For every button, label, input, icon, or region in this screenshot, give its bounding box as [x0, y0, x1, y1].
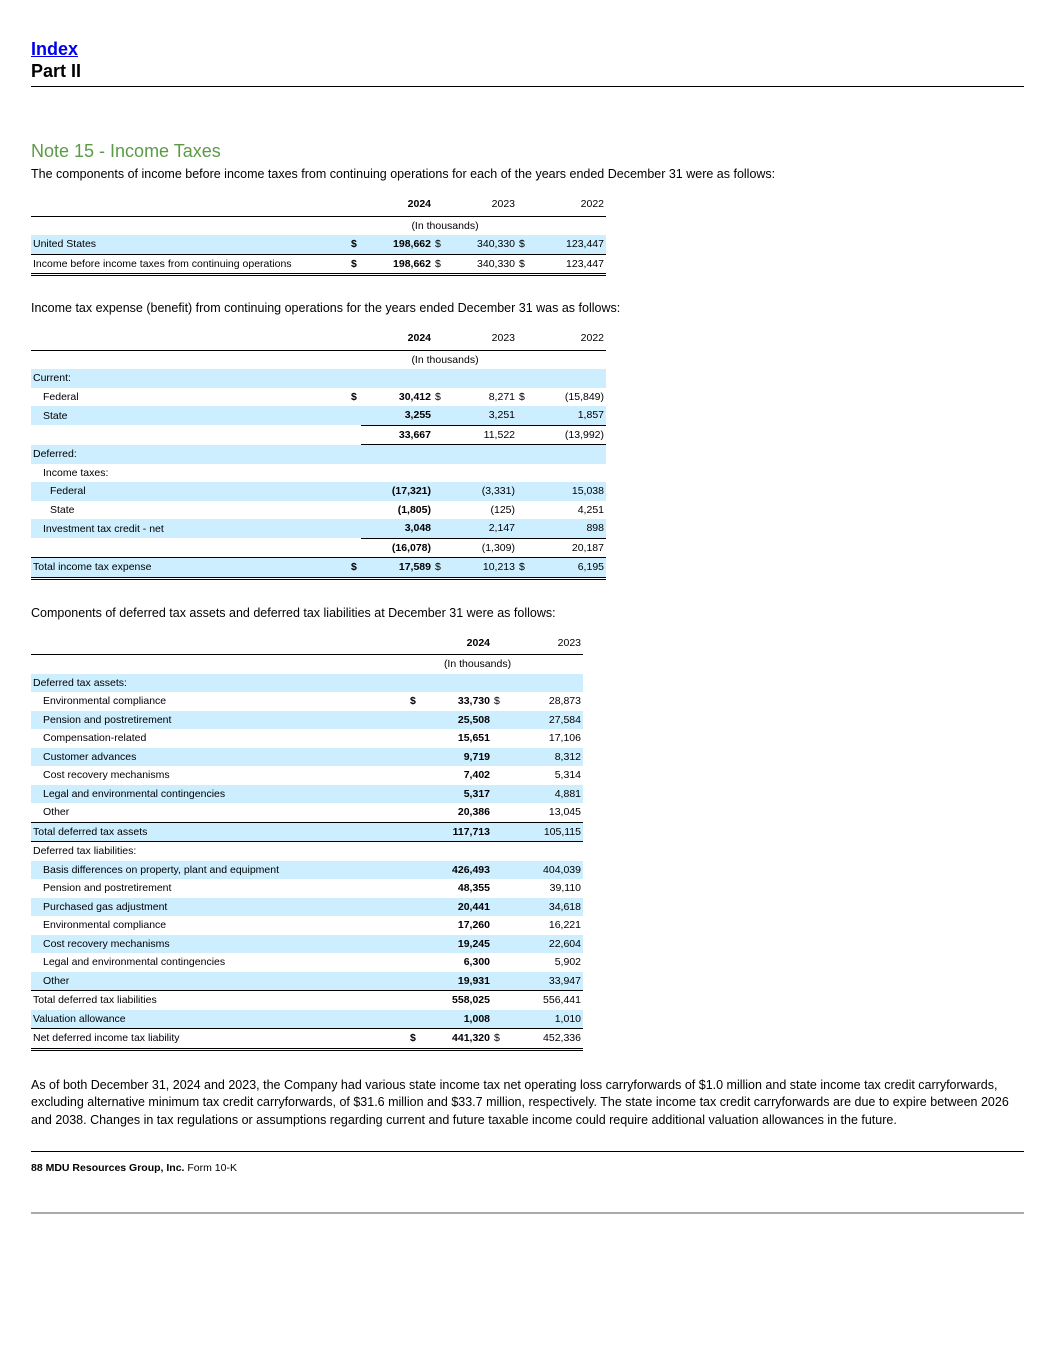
units-label: (In thousands) [443, 658, 512, 671]
section-row [31, 369, 606, 388]
table-row [31, 711, 583, 730]
dollar-sign: $ [492, 1029, 504, 1050]
table-row [31, 972, 583, 991]
dollar-sign: $ [410, 695, 416, 708]
row-label: Other [31, 972, 408, 991]
year-header: 2024 [420, 634, 492, 655]
footer-divider [31, 1151, 1024, 1152]
year-header: 2024 [361, 195, 433, 216]
table-row [31, 861, 583, 880]
table3-intro: Components of deferred tax assets and deferred tax liabilities at December 31 were as follows: [31, 605, 556, 620]
cell-value: 22,604 [504, 935, 583, 954]
units-row [31, 350, 606, 369]
cell-value: 1,857 [529, 406, 606, 425]
row-label: Environmental compliance [43, 695, 167, 708]
cell-value: (17,321) [361, 482, 433, 501]
cell-value: 9,719 [420, 748, 492, 767]
table-row [31, 916, 583, 935]
cell-value: 426,493 [420, 861, 492, 880]
total-row [31, 991, 583, 1010]
section-label: Deferred tax liabilities: [33, 845, 137, 858]
cell [492, 953, 504, 972]
row-label: State [50, 503, 75, 516]
dollar-sign: $ [517, 558, 529, 579]
cell-value: 10,213 [445, 558, 517, 579]
subtotal-row [31, 425, 606, 445]
table-row [31, 879, 583, 898]
table-header-row [31, 329, 606, 350]
table-row [31, 235, 606, 254]
cell-value: 198,662 [361, 254, 433, 275]
index-link[interactable]: Index [31, 39, 79, 59]
note-title: Note 15 - Income Taxes [31, 141, 221, 161]
cell-value: 48,355 [457, 882, 490, 895]
table-row [31, 482, 606, 501]
row-label: Cost recovery mechanisms [43, 769, 170, 782]
row-label: Compensation-related [43, 732, 147, 745]
table-header-row [31, 195, 606, 216]
dollar-sign: $ [351, 390, 357, 403]
table1-intro: The components of income before income taxes from continuing operations for each of the years ended December 31 were as follows: [31, 167, 776, 181]
cell [408, 1010, 420, 1029]
cell-value: (16,078) [361, 538, 433, 558]
cell-value: 33,947 [504, 972, 583, 991]
cell-value: 556,441 [543, 994, 581, 1007]
row-label: Basis differences on property, plant and equipment [31, 861, 408, 880]
year-header: 2023 [445, 329, 517, 350]
cell-value: 340,330 [445, 235, 517, 254]
cell [408, 898, 420, 917]
table-row [31, 692, 583, 711]
cell-value: 20,441 [420, 898, 492, 917]
table-row [31, 785, 583, 804]
cell [408, 861, 420, 880]
cell [492, 991, 504, 1010]
row-label: Federal [43, 390, 79, 403]
row-label: Federal [31, 482, 349, 501]
year-header: 2023 [504, 634, 583, 655]
cell-value: 5,317 [420, 785, 492, 804]
cell-value: 27,584 [504, 711, 583, 730]
cell [408, 991, 420, 1010]
dollar-sign: $ [433, 558, 445, 579]
table-row [31, 388, 606, 407]
section-label: Income taxes: [43, 466, 109, 479]
cell-value: 404,039 [504, 861, 583, 880]
deferred-tax-table [31, 634, 583, 1051]
cell-value: 898 [529, 519, 606, 538]
cell [492, 748, 504, 767]
cell-value: 198,662 [361, 235, 433, 254]
table-row [31, 729, 583, 748]
units-row [31, 216, 606, 235]
table-row [31, 406, 606, 425]
total-row [31, 822, 583, 842]
cell [408, 916, 420, 935]
row-label: Investment tax credit - net [31, 519, 349, 538]
header-divider [31, 86, 1024, 87]
dollar-sign: $ [349, 254, 361, 275]
cell [408, 785, 420, 804]
table-row [31, 803, 583, 822]
year-header: 2024 [361, 329, 433, 350]
cell [492, 822, 504, 842]
row-label: Legal and environmental contingencies [43, 956, 226, 969]
cell-value: 20,386 [420, 803, 492, 822]
section-row [31, 674, 583, 693]
cell-value: 5,902 [554, 956, 581, 969]
units-label: (In thousands) [411, 353, 479, 366]
cell [492, 711, 504, 730]
table-row [31, 1010, 583, 1029]
cell-value: 16,221 [548, 919, 581, 932]
cell-value: 4,881 [504, 785, 583, 804]
cell-value: 3,048 [361, 519, 433, 538]
row-label: Purchased gas adjustment [31, 898, 408, 917]
table2-intro: Income tax expense (benefit) from continuing operations for the years ended December 31 was as follows: [31, 301, 621, 315]
page-end-divider [31, 1212, 1024, 1214]
part-heading: Part II [31, 61, 82, 81]
table-row [31, 953, 583, 972]
cell-value: (125) [490, 503, 515, 516]
total-row [31, 558, 606, 579]
cell [492, 935, 504, 954]
cell [408, 748, 420, 767]
table-header-row [31, 634, 583, 655]
cell-value: 17,260 [457, 919, 490, 932]
dollar-sign: $ [517, 254, 529, 275]
row-label: Total income tax expense [31, 558, 349, 579]
cell-value: 13,045 [504, 803, 583, 822]
dollar-sign: $ [349, 558, 361, 579]
cell-value: 3,251 [445, 406, 517, 425]
carryforward-paragraph: As of both December 31, 2024 and 2023, the Company had various state income tax net operating loss carryforwards of $1.0 million and state income tax credit carryforwards, excluding alternative minimum tax credit carryforwards, of $31.6 million and $33.7 million, respectively. The state income tax credit carryforwards are due to expire between 2026 and 2038. Changes in tax regulations or assumptions regarding current and future taxable income could require additional valuation allowances in the future. [31, 1077, 1009, 1127]
cell-value: 6,195 [529, 558, 606, 579]
cell-value: 15,651 [457, 732, 490, 745]
units-row [31, 655, 583, 674]
cell-value: (3,331) [445, 482, 517, 501]
income-tax-expense-table [31, 329, 606, 580]
table-row [31, 935, 583, 954]
row-label: Net deferred income tax liability [31, 1029, 408, 1050]
row-label: Total deferred tax liabilities [33, 994, 157, 1007]
year-header: 2022 [529, 195, 606, 216]
cell [492, 785, 504, 804]
cell [492, 766, 504, 785]
row-label: Environmental compliance [43, 919, 167, 932]
cell [492, 972, 504, 991]
cell-value: 28,873 [548, 695, 581, 708]
cell [408, 766, 420, 785]
cell-value: 2,147 [445, 519, 517, 538]
table-row [31, 519, 606, 538]
cell [408, 803, 420, 822]
cell-value: 25,508 [420, 711, 492, 730]
dollar-sign: $ [408, 1029, 420, 1050]
cell-value: 5,314 [554, 769, 581, 782]
cell [408, 822, 420, 842]
table-row [31, 898, 583, 917]
cell [408, 729, 420, 748]
row-label: Legal and environmental contingencies [31, 785, 408, 804]
section-label: Deferred: [31, 445, 606, 464]
cell-value: 19,245 [420, 935, 492, 954]
cell-value: 105,115 [504, 822, 583, 842]
cell-value: 452,336 [504, 1029, 583, 1050]
row-label: State [31, 406, 349, 425]
dollar-sign: $ [519, 390, 525, 403]
cell-value: 3,255 [361, 406, 433, 425]
cell [408, 711, 420, 730]
page [31, 38, 1024, 1214]
table-row [31, 748, 583, 767]
row-label: Customer advances [31, 748, 408, 767]
cell-value: 8,312 [504, 748, 583, 767]
units-label: (In thousands) [411, 219, 479, 232]
cell [408, 972, 420, 991]
cell [492, 729, 504, 748]
dollar-sign: $ [517, 235, 529, 254]
subtotal-row [31, 538, 606, 558]
cell-value: 558,025 [452, 994, 490, 1007]
cell-value: 17,106 [548, 732, 581, 745]
cell [408, 879, 420, 898]
year-header: 2023 [445, 195, 517, 216]
cell-value: 441,320 [420, 1029, 492, 1050]
cell-value: 340,330 [445, 254, 517, 275]
cell-value: 39,110 [549, 882, 581, 895]
cell-value: 8,271 [488, 390, 515, 403]
cell-value: 11,522 [445, 425, 517, 445]
section-row [31, 464, 606, 483]
row-label: Valuation allowance [31, 1010, 408, 1029]
cell-value: 30,412 [398, 390, 431, 403]
section-label: Deferred tax assets: [31, 674, 583, 693]
row-label: Other [31, 803, 408, 822]
cell-value: 34,618 [504, 898, 583, 917]
page-footer [31, 1162, 1024, 1174]
dollar-sign: $ [494, 695, 500, 708]
cell-value: 123,447 [529, 254, 606, 275]
row-label: Pension and postretirement [43, 882, 172, 895]
cell-value: 6,300 [463, 956, 490, 969]
section-row [31, 842, 583, 861]
total-row [31, 1029, 583, 1050]
dollar-sign: $ [433, 235, 445, 254]
cell-value: (1,309) [445, 538, 517, 558]
section-row [31, 445, 606, 464]
cell-value: 7,402 [463, 769, 490, 782]
cell [408, 935, 420, 954]
cell-value: 17,589 [361, 558, 433, 579]
cell-value: (13,992) [529, 425, 606, 445]
cell-value: 117,713 [420, 822, 492, 842]
footer-company: 88 MDU Resources Group, Inc. [31, 1162, 185, 1174]
table-row [31, 254, 606, 275]
dollar-sign: $ [435, 390, 441, 403]
row-label: Cost recovery mechanisms [31, 935, 408, 954]
cell [492, 879, 504, 898]
table-row [31, 766, 583, 785]
cell-value: 33,730 [457, 695, 490, 708]
dollar-sign: $ [349, 235, 361, 254]
dollar-sign: $ [433, 254, 445, 275]
cell [492, 803, 504, 822]
cell-value: 1,008 [420, 1010, 492, 1029]
footer-form: Form 10-K [187, 1162, 237, 1174]
cell-value: 1,010 [504, 1010, 583, 1029]
cell-value: 123,447 [529, 235, 606, 254]
cell-value: (1,805) [397, 503, 431, 516]
cell [492, 916, 504, 935]
row-label: Pension and postretirement [31, 711, 408, 730]
cell-value: (15,849) [564, 390, 604, 403]
cell-value: 4,251 [577, 503, 604, 516]
row-label: Income before income taxes from continuing operations [31, 254, 349, 275]
income-before-taxes-table [31, 195, 606, 276]
table-row [31, 501, 606, 520]
cell-value: 15,038 [529, 482, 606, 501]
row-label: Total deferred tax assets [31, 822, 408, 842]
cell-value: 33,667 [361, 425, 433, 445]
row-label: United States [31, 235, 349, 254]
section-label: Current: [31, 369, 606, 388]
cell-value: 19,931 [420, 972, 492, 991]
cell [408, 953, 420, 972]
cell [492, 1010, 504, 1029]
cell [492, 898, 504, 917]
cell [492, 861, 504, 880]
cell-value: 20,187 [529, 538, 606, 558]
year-header: 2022 [529, 329, 606, 350]
